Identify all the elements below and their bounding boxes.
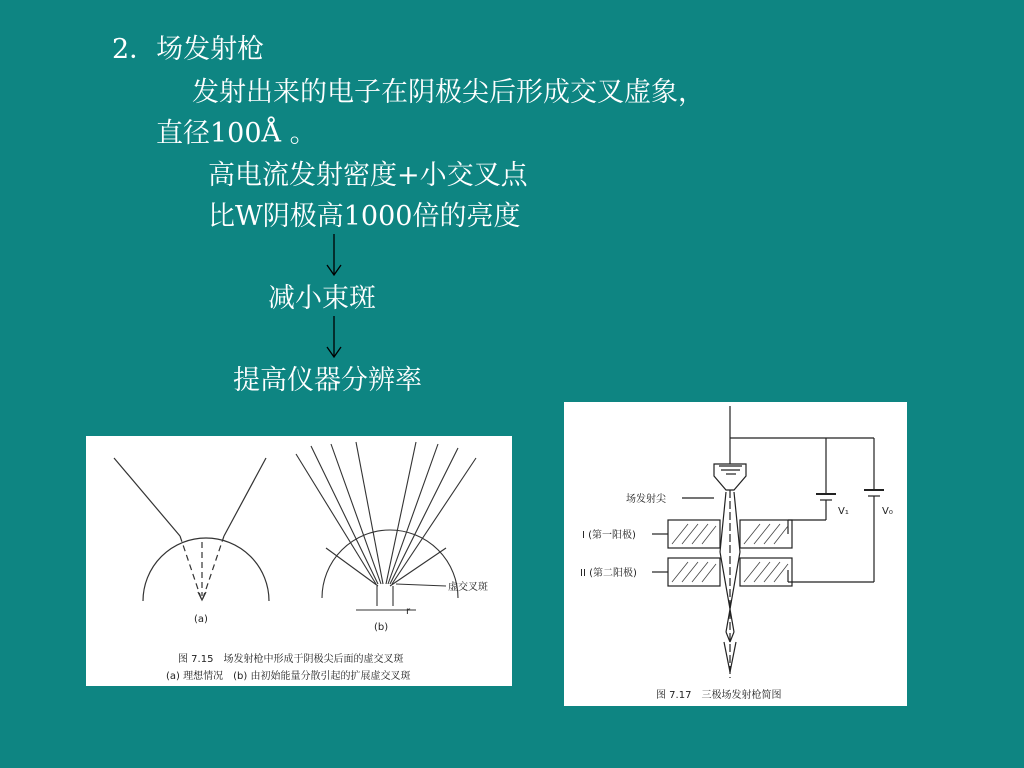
figure-triode-field-emission-gun bbox=[564, 402, 907, 706]
label-b: (b) bbox=[374, 622, 389, 633]
text-line-4: 比W阴极高1000倍的亮度 bbox=[208, 201, 521, 232]
label-a: (a) bbox=[194, 614, 208, 625]
crossover-diagram bbox=[86, 436, 512, 686]
down-arrow-icon bbox=[322, 314, 346, 360]
label-first-anode: I (第一阳极) bbox=[582, 530, 636, 541]
down-arrow-icon bbox=[322, 232, 346, 278]
text-line-1: 发射出来的电子在阴极尖后形成交叉虚象， bbox=[192, 77, 705, 108]
text-line-2: 直径100Å 。 bbox=[156, 118, 317, 149]
slide-heading: 2．场发射枪 bbox=[112, 34, 265, 65]
label-v1: V₁ bbox=[838, 506, 849, 517]
figure-caption-right: 图 7.17 三极场发射枪简图 bbox=[656, 690, 782, 701]
triode-gun-diagram bbox=[564, 402, 907, 706]
step-reduce-spot: 减小束斑 bbox=[268, 283, 376, 314]
step-improve-resolution: 提高仪器分辨率 bbox=[233, 365, 422, 396]
figure-caption-2: (a) 理想情况 (b) 由初始能量分散引起的扩展虚交叉斑 bbox=[166, 671, 411, 682]
label-annotation: 虚交叉斑 bbox=[448, 582, 488, 593]
text-line-3: 高电流发射密度+小交叉点 bbox=[208, 160, 528, 191]
label-r: r bbox=[406, 606, 411, 617]
figure-virtual-crossover bbox=[86, 436, 512, 686]
figure-caption-1: 图 7.15 场发射枪中形成于阴极尖后面的虚交叉斑 bbox=[178, 654, 404, 665]
label-second-anode: II (第二阳极) bbox=[580, 568, 637, 579]
label-v0: V₀ bbox=[882, 506, 893, 517]
label-field-emission-tip: 场发射尖 bbox=[626, 494, 666, 505]
